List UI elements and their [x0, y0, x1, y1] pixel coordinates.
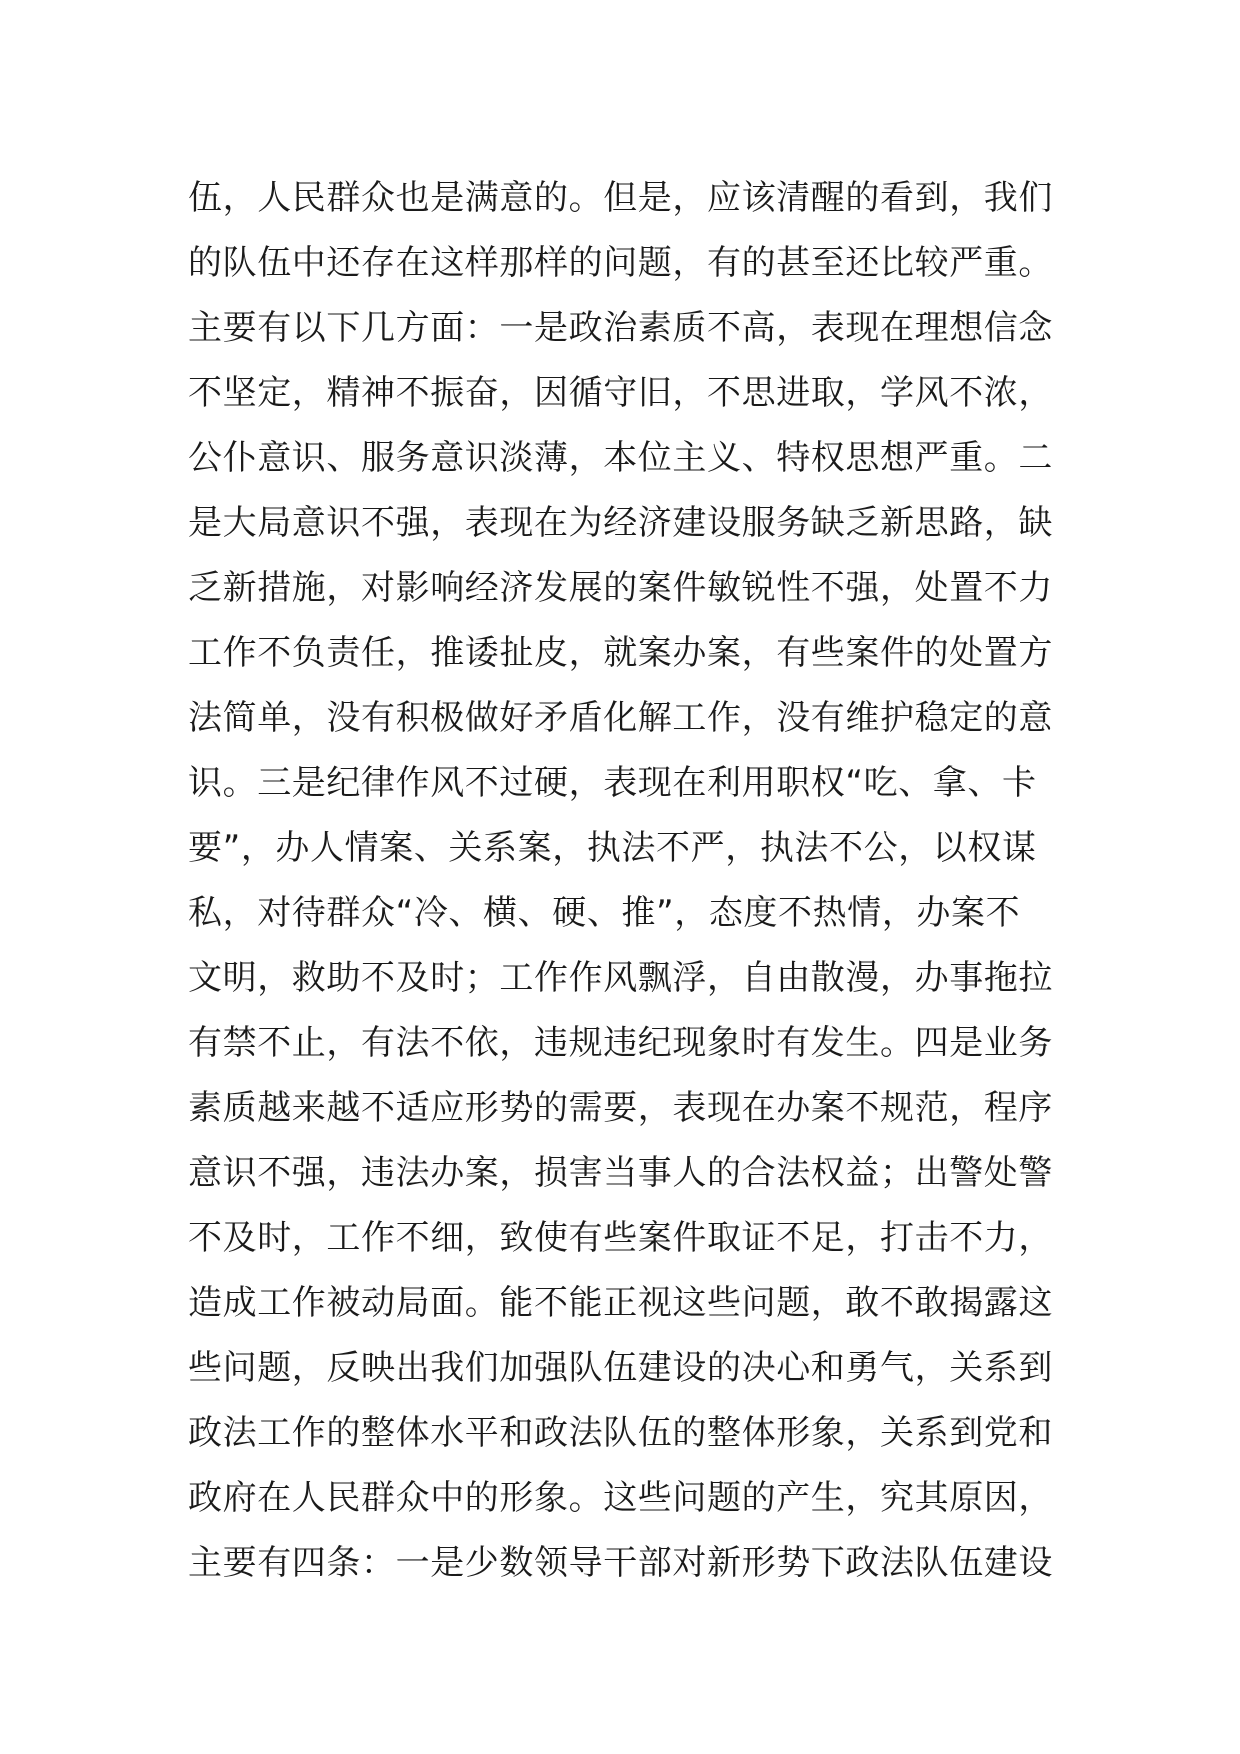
text-line-9: 法简单，没有积极做好矛盾化解工作，没有维护稳定的意 — [188, 698, 1053, 738]
text-line-19: 些问题，反映出我们加强队伍建设的决心和勇气，关系到 — [188, 1348, 1053, 1388]
text-line-5: 公仆意识、服务意识淡薄，本位主义、特权思想严重。二 — [188, 438, 1053, 478]
text-line-17: 不及时，工作不细，致使有些案件取证不足，打击不力， — [188, 1218, 1053, 1258]
text-line-1: 伍，人民群众也是满意的。但是，应该清醒的看到，我们 — [188, 178, 1053, 218]
body-text — [188, 166, 1068, 1596]
text-line-6: 是大局意识不强，表现在为经济建设服务缺乏新思路，缺 — [188, 503, 1053, 543]
text-line-3: 主要有以下几方面：一是政治素质不高，表现在理想信念 — [188, 308, 1053, 348]
text-line-2: 的队伍中还存在这样那样的问题，有的甚至还比较严重。 — [188, 243, 1053, 283]
text-line-14: 有禁不止，有法不依，违规违纪现象时有发生。四是业务 — [188, 1023, 1053, 1063]
text-line-7: 乏新措施，对影响经济发展的案件敏锐性不强，处置不力 — [188, 568, 1053, 608]
text-line-18: 造成工作被动局面。能不能正视这些问题，敢不敢揭露这 — [188, 1283, 1053, 1323]
text-line-22: 主要有四条：一是少数领导干部对新形势下政法队伍建设 — [188, 1543, 1053, 1583]
text-line-13: 文明，救助不及时；工作作风飘浮，自由散漫，办事拖拉 — [188, 958, 1053, 998]
text-line-4: 不坚定，精神不振奋，因循守旧，不思进取，学风不浓， — [188, 373, 1053, 413]
text-line-21: 政府在人民群众中的形象。这些问题的产生，究其原因， — [188, 1478, 1053, 1518]
text-line-16: 意识不强，违法办案，损害当事人的合法权益；出警处警 — [188, 1153, 1053, 1193]
text-line-20: 政法工作的整体水平和政法队伍的整体形象，关系到党和 — [188, 1413, 1053, 1453]
text-line-15: 素质越来越不适应形势的需要，表现在办案不规范，程序 — [188, 1088, 1053, 1128]
text-line-8: 工作不负责任，推诿扯皮，就案办案，有些案件的处置方 — [188, 633, 1053, 673]
text-line-12: 私，对待群众“冷、横、硬、推”，态度不热情，办案不 — [188, 893, 1021, 933]
text-line-11: 要”，办人情案、关系案，执法不严，执法不公，以权谋 — [188, 828, 1037, 868]
text-line-10: 识。三是纪律作风不过硬，表现在利用职权“吃、拿、卡 — [188, 763, 1037, 803]
